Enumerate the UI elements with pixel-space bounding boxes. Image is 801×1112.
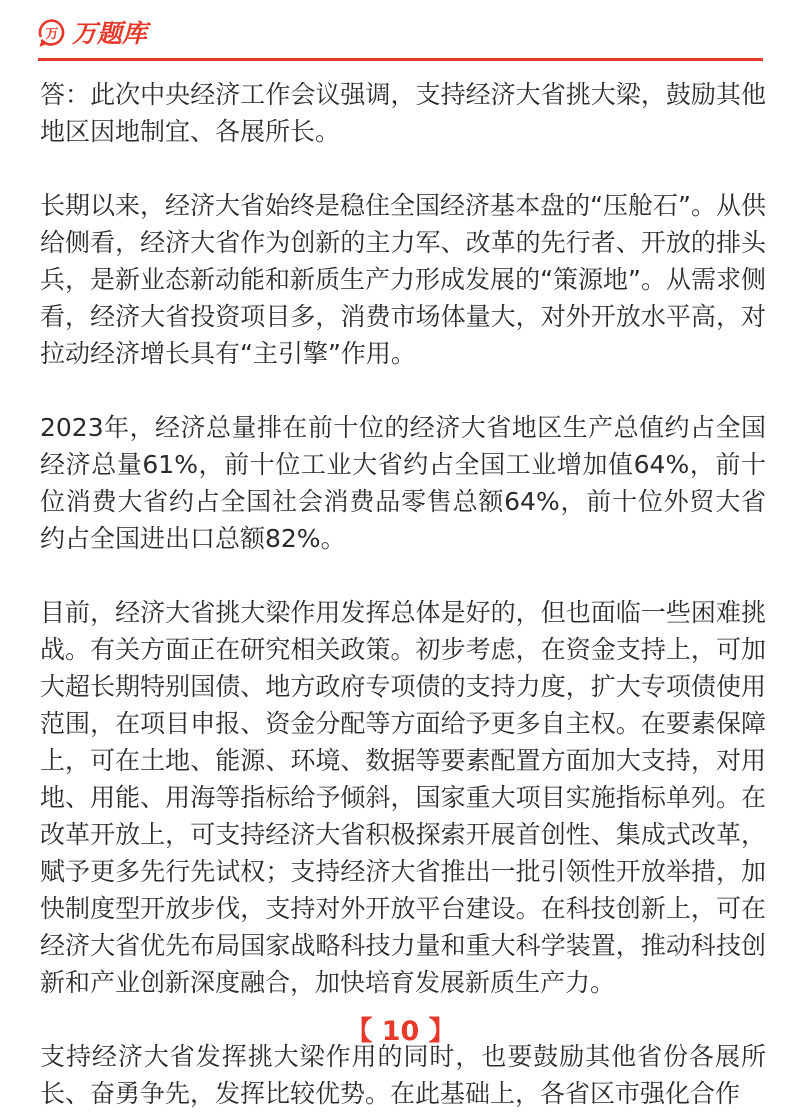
- paragraph-3: 2023年，经济总量排在前十位的经济大省地区生产总值约占全国经济总量61%，前十位工业大省约占全国工业增加值64%，前十位消费大省约占全国社会消费品零售总额64%，前十位外贸大省约占全国进出口总额82%。: [40, 413, 766, 553]
- paragraph-1: 答：此次中央经济工作会议强调，支持经济大省挑大梁，鼓励其他地区因地制宜、各展所长。: [40, 80, 766, 146]
- paragraph-5: 支持经济大省发挥挑大梁作用的同时，也要鼓励其他省份各展所长、奋勇争先，发挥比较优势。在此基础上，各省区市强化合作: [40, 1042, 766, 1108]
- logo-text: 万题库: [72, 19, 148, 48]
- logo-icon: [38, 19, 66, 47]
- paragraph-4: 目前，经济大省挑大梁作用发挥总体是好的，但也面临一些困难挑战。有关方面正在研究相关政策。初步考虑，在资金支持上，可加大超长期特别国债、地方政府专项债的支持力度，扩大专项债使用范围，在项目申报、资金分配等方面给予更多自主权。在要素保障上，可在土地、能源、环境、数据等要素配置方面加大支持，对用地、用能、用海等指标给予倾斜，国家重大项目实施指标单列。在改革开放上，可支持经济大省积极探索开展首创性、集成式改革，赋予更多先行先试权；支持经济大省推出一批引领性开放举措，加快制度型开放步伐，支持对外开放平台建设。在科技创新上，可在经济大省优先布局国家战略科技力量和重大科学装置，推动科技创新和产业创新深度融合，加快培育发展新质生产力。: [40, 598, 766, 997]
- article-body: [40, 76, 766, 1112]
- svg-text:万: 万: [45, 27, 59, 42]
- page-number: 【 10 】: [345, 1016, 456, 1047]
- header-divider: [38, 58, 763, 61]
- page-header: [38, 18, 763, 62]
- paragraph-2: 长期以来，经济大省始终是稳住全国经济基本盘的“压舱石”。从供给侧看，经济大省作为创新的主力军、改革的先行者、开放的排头兵，是新业态新动能和新质生产力形成发展的“策源地”。从需求侧看，经济大省投资项目多，消费市场体量大，对外开放水平高，对拉动经济增长具有“主引擎”作用。: [40, 191, 766, 368]
